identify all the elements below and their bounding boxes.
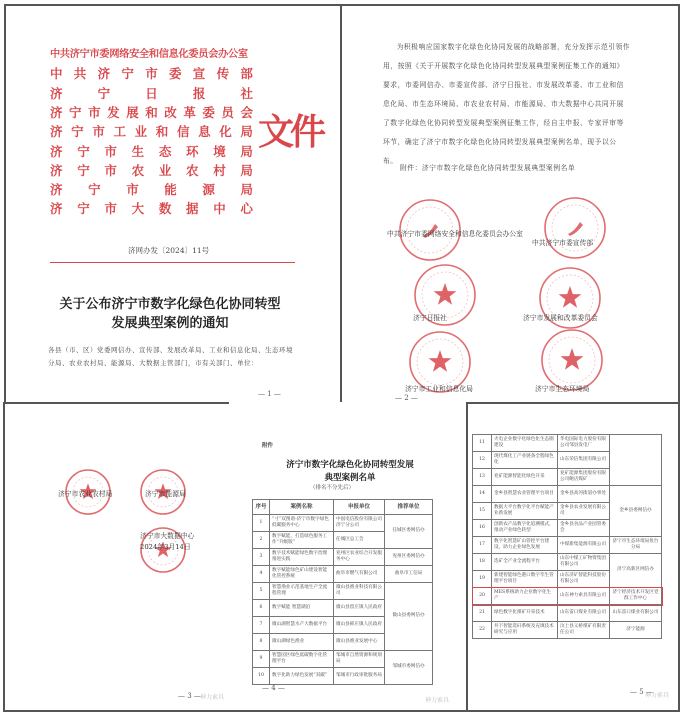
cell-applicant: 中国电信股份有限公司济宁分公司 xyxy=(334,515,385,532)
cell-number: 16 xyxy=(473,520,492,537)
list-subtitle: （排名不分先后） xyxy=(310,485,355,491)
cell-number: 18 xyxy=(473,554,492,571)
cell-number: 10 xyxy=(253,668,270,685)
cell-recommender: 济宁能源 xyxy=(610,622,662,639)
cell-applicant: 微山县留庄镇人民政府 xyxy=(334,600,385,617)
table-row xyxy=(253,583,433,600)
watermark: 神力索具 xyxy=(200,694,225,701)
cell-recommender: 山东雷口煤业有限公司 xyxy=(610,605,662,622)
issuer-name: 济 宁 市 农 业 农 村 局 xyxy=(50,162,253,178)
issue-date: 2024年3月14日 xyxy=(140,543,191,551)
cell-case-name: 绿色数字化煤矿开采技术 xyxy=(492,605,558,622)
table-row xyxy=(473,554,662,571)
issuer-name: 济 宁 市 生 态 环 境 局 xyxy=(50,143,253,159)
cell-number: 20 xyxy=(473,588,492,605)
cell-applicant: 汶上县义桥煤矿有限责任公司 xyxy=(558,622,610,639)
cell-applicant: 金乡县高河街道办事处 xyxy=(558,486,610,503)
cell-case-name: 数字化智慧矿山管控平台建设，助力企业绿色发展 xyxy=(492,537,558,554)
signatory-name: 济宁日报社 xyxy=(413,314,447,322)
cell-number: 22 xyxy=(473,622,492,639)
cell-case-name: 数字赋能绿色矿山建设智能化管控系统 xyxy=(270,566,334,583)
cell-case-name: 智慧园区绿色低碳数字化管理平台 xyxy=(270,651,334,668)
cell-recommender xyxy=(610,435,662,486)
cell-number: 15 xyxy=(473,503,492,520)
issuer-name: 济 宁 市 大 数 据 中 心 xyxy=(50,201,253,217)
cell-case-name: 数字赋能 智慧湖泊 xyxy=(270,600,334,617)
signatory-name: 中共济宁市委宣传部 xyxy=(532,239,594,247)
col-header: 推荐单位 xyxy=(385,500,433,515)
cell-case-name: 创新农产品数字化追溯模式，推动产业绿色转型 xyxy=(492,520,558,537)
table-row xyxy=(473,622,662,639)
page-number: — 3 — xyxy=(178,692,201,700)
cell-recommender: 曲阜市工信局 xyxy=(385,566,433,583)
signatory-name: 中共济宁市委网络安全和信息化委员会办公室 xyxy=(387,230,523,238)
cell-applicant: 山东神力索具有限公司 xyxy=(558,588,610,605)
col-header: 序号 xyxy=(253,500,270,515)
attachment-label: 附件 xyxy=(262,443,274,449)
cell-case-name: 兖矿能源智能化绿色开采 xyxy=(492,469,558,486)
notice-title-line2: 发展典型案例的通知 xyxy=(111,316,229,331)
cell-number: 3 xyxy=(253,549,270,566)
table-row xyxy=(473,605,662,622)
cell-applicant: 微山县渔业发展中心 xyxy=(334,634,385,651)
cell-applicant: 山东荣信集团有限公司 xyxy=(558,452,610,469)
table-row xyxy=(253,566,433,583)
cell-number: 17 xyxy=(473,537,492,554)
cell-applicant: 山东中煤工矿物资集团有限公司 xyxy=(558,554,610,571)
doc-number: 济网办发〔2024〕11号 xyxy=(128,246,210,255)
cell-recommender: 金乡县委网信办 xyxy=(610,486,662,537)
cell-applicant: 山东济矿智能科技股份有限公司 xyxy=(558,571,610,588)
issuer-name: 济 宁 日 报 社 xyxy=(50,85,253,101)
cell-number: 4 xyxy=(253,566,270,583)
page-3 xyxy=(3,402,231,712)
cell-number: 19 xyxy=(473,571,492,588)
cell-number: 11 xyxy=(473,435,492,452)
cell-case-name: MES系统助力企业数字化生产 xyxy=(492,588,558,605)
cell-case-name: 井下智能选矸系统及充填技术研究与应用 xyxy=(492,622,558,639)
cell-case-name: 微山湖绿色渔业 xyxy=(270,634,334,651)
cell-applicant: 曲阜市燃气有限公司 xyxy=(334,566,385,583)
cell-applicant: 中煤新集能源有限公司 xyxy=(558,537,610,554)
watermark: 神力索具 xyxy=(645,692,670,699)
table-row xyxy=(253,549,433,566)
list-title-line1: 济宁市数字化绿色化协同转型发展 xyxy=(286,460,414,470)
cell-applicant: 任城区总工会 xyxy=(334,532,385,549)
table-row xyxy=(253,651,433,668)
signatory-name: 济宁市生态环境局 xyxy=(535,385,590,393)
cell-number: 8 xyxy=(253,634,270,651)
cell-case-name: 数字赋能，打造绿色服务工作“升级版” xyxy=(270,532,334,549)
issuer-name: 济 宁 市 能 源 局 xyxy=(50,182,253,198)
table-row xyxy=(473,537,662,554)
issuer-name: 中共济宁市委网络安全和信息化委员会办公室 xyxy=(50,48,248,60)
cell-case-name: 新建智能绿色港口数字孪生管理平台项目 xyxy=(492,571,558,588)
cell-applicant: 微山县韩庄镇人民政府 xyxy=(334,617,385,634)
list-title-line2: 典型案例名单 xyxy=(324,473,376,483)
table-header xyxy=(253,500,433,515)
cell-applicant: 兖州区农业综合开发服务中心 xyxy=(334,549,385,566)
cell-case-name: 数字技术赋能绿色数字治理推进实践 xyxy=(270,549,334,566)
cell-case-name: 火电企业数字化绿色化生态圈建设 xyxy=(492,435,558,452)
page-number: — 5 — xyxy=(630,688,653,696)
cell-applicant: 华电国际电力股份有限公司邹县发电厂 xyxy=(558,435,610,452)
cell-number: 14 xyxy=(473,486,492,503)
cell-applicant: 兖矿能源集团股份有限公司鲍店煤矿 xyxy=(558,469,610,486)
issuer-name: 中 共 济 宁 市 委 宣 传 部 xyxy=(50,66,253,82)
party-seal-icon xyxy=(543,196,607,260)
cell-case-name: 智慧渔业示范基地生产全流程管理 xyxy=(270,583,334,600)
cell-number: 5 xyxy=(253,583,270,600)
signatory-name: 济宁市能源局 xyxy=(145,490,186,498)
table-row xyxy=(473,486,662,503)
cell-case-name: “寸”双图谱-济宁市数字绿色低碳服务中心 xyxy=(270,515,334,532)
cell-case-name: 现代煤化工产业链条全程绿色化 xyxy=(492,452,558,469)
issuer-name: 济 宁 市 发 展 和 改 革 委 员 会 xyxy=(50,104,253,120)
cell-number: 2 xyxy=(253,532,270,549)
cell-recommender: 济宁市生态环境局鱼台分局 xyxy=(610,537,662,554)
signatory-name: 济宁市发展和改革委员会 xyxy=(523,314,598,322)
cell-applicant: 金乡县食品产业园管委会 xyxy=(558,520,610,537)
col-header: 案例名称 xyxy=(270,500,334,515)
recipients: 各县（市、区）党委网信办、宣传部、发展改革局、工业和信息化局、生态环境分局、农业农村局、能源局、大数据主管部门，市有关部门、单位： xyxy=(48,346,293,367)
case-table xyxy=(252,499,433,685)
table-row xyxy=(473,435,662,452)
col-header: 申报单位 xyxy=(334,500,385,515)
table-row xyxy=(253,515,433,532)
cell-number: 13 xyxy=(473,469,492,486)
page-number: — 1 — xyxy=(258,390,281,398)
cell-number: 1 xyxy=(253,515,270,532)
cell-case-name: 微山湖智慧水产大数据平台 xyxy=(270,617,334,634)
cell-applicant: 山东雷口煤业有限公司 xyxy=(558,605,610,622)
cell-applicant: 微山县渔业科技有限公司 xyxy=(334,583,385,600)
page-number: — 2 — xyxy=(395,394,418,402)
signatory-name: 济宁市农业农村局 xyxy=(58,490,113,498)
red-divider xyxy=(50,262,295,263)
cell-recommender: 济宁高新区网信办 xyxy=(610,554,662,588)
case-table-continued xyxy=(472,434,662,639)
signatory-name: 济宁市工业和信息化局 xyxy=(405,385,473,393)
cell-recommender: 济宁经济技术开发区党群工作中心 xyxy=(610,588,662,605)
cell-applicant: 邹城市自然资源和规划局 xyxy=(334,651,385,668)
cell-number: 7 xyxy=(253,617,270,634)
cell-applicant: 邹城市行政审批服务局 xyxy=(334,668,385,685)
cell-recommender: 兖州区委网信办 xyxy=(385,549,433,566)
cell-number: 12 xyxy=(473,452,492,469)
cell-number: 21 xyxy=(473,605,492,622)
cell-recommender: 微山县委网信办 xyxy=(385,583,433,651)
table-row-highlighted xyxy=(473,588,662,605)
cell-case-name: 数字化助力绿色发展“双碳” xyxy=(270,668,334,685)
attachment-line: 附件：济宁市数字化绿色化协同转型发展典型案例名单 xyxy=(400,164,576,172)
issuer-name: 济 宁 市 工 业 和 信 息 化 局 xyxy=(50,124,253,140)
watermark: 神力索具 xyxy=(425,697,450,704)
file-mark: 文件 xyxy=(258,111,323,153)
cell-number: 6 xyxy=(253,600,270,617)
cell-case-name: 数据大平台数字化平台赋能产业新发展 xyxy=(492,503,558,520)
notice-body: 为积极响应国家数字化绿色化协同发展的战略部署，充分发挥示范引领作用，按照《关于开展数字化绿色化协同转型发展典型案例征集工作的通知》要求，市委网信办、市委宣传部、济宁日报社、市发展改革委、市工业和信息化局、市生态环境局、市农业农村局、市能源局、市大数据中心共同开展了数字化绿色化协同转型发展典型案例征集工作，经自主申报、专家评审等环节，确定了济宁市数字化绿色化协同转型发展典型案例名单，现予以公布。 xyxy=(383,43,631,165)
cell-case-name: 选矿全产业全流程平台 xyxy=(492,554,558,571)
cell-recommender: 邹城市委网信办 xyxy=(385,651,433,685)
notice-title-line1: 关于公布济宁市数字化绿色化协同转型 xyxy=(59,297,281,312)
cell-applicant: 金乡县农业发展有限公司 xyxy=(558,503,610,520)
page-number: — 4 — xyxy=(262,684,285,692)
cell-case-name: 金乡县智慧农业管理平台项目 xyxy=(492,486,558,503)
cell-recommender: 任城区委网信办 xyxy=(385,515,433,549)
signatory-name: 济宁市大数据中心 xyxy=(140,532,195,540)
cell-number: 9 xyxy=(253,651,270,668)
